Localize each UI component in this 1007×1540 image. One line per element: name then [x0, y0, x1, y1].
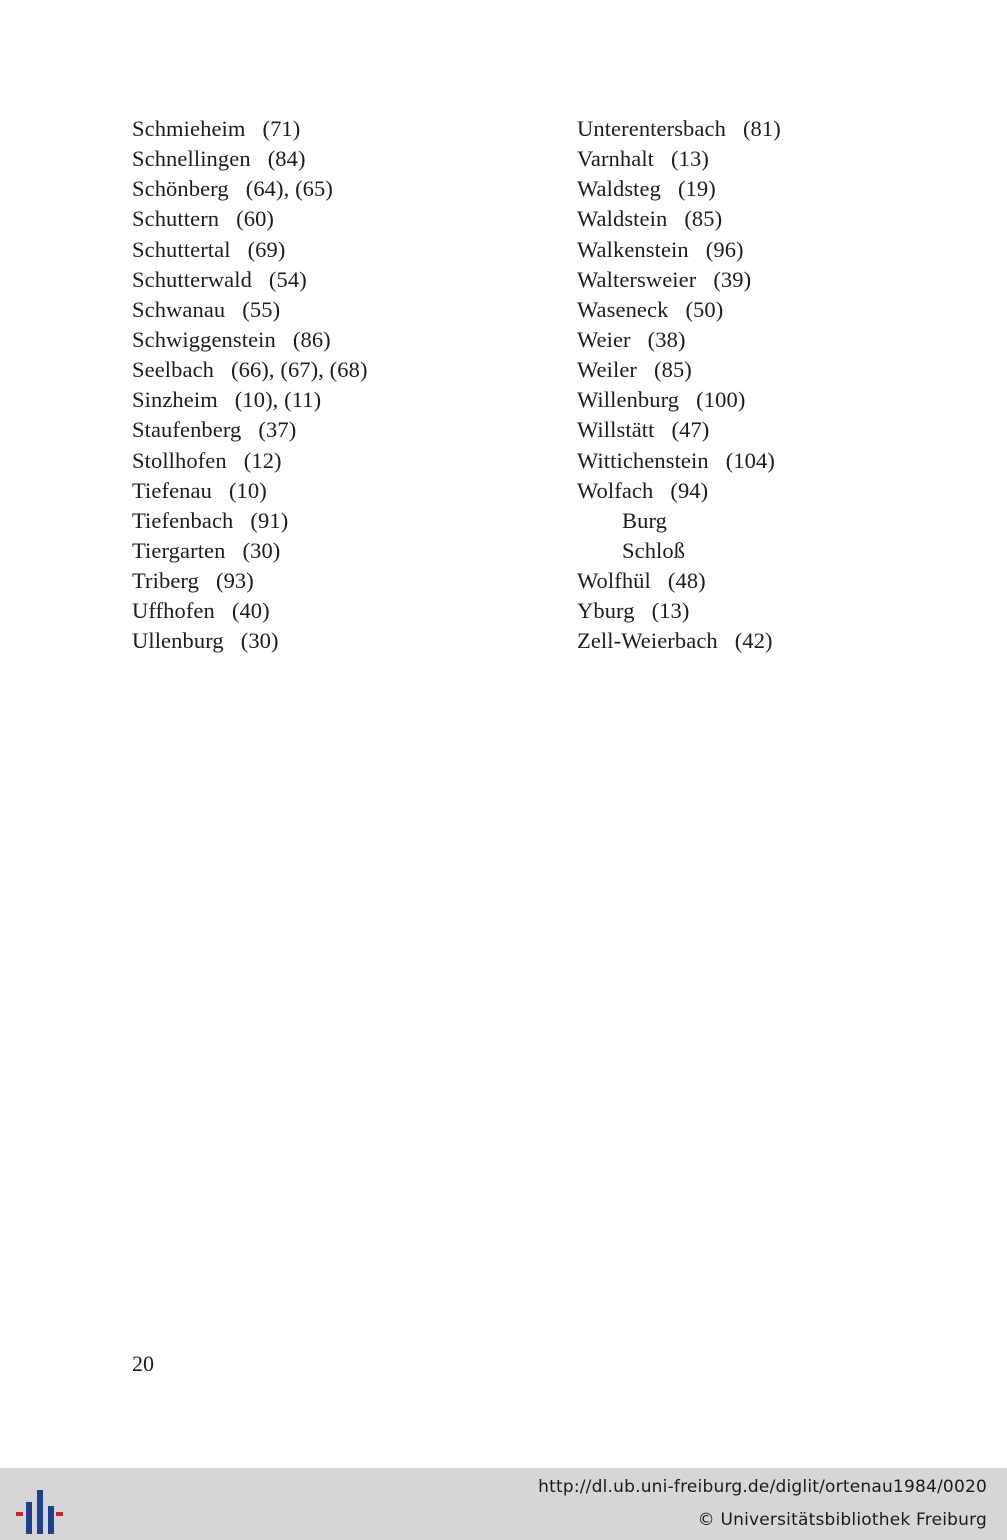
index-entry: [132, 235, 532, 265]
index-entry: [577, 415, 977, 445]
index-entry: [132, 204, 532, 234]
entry-ref: (12): [243, 447, 282, 473]
index-entry: [577, 265, 977, 295]
entry-ref: (96): [705, 236, 744, 262]
index-entry: [577, 626, 977, 656]
index-entry: [132, 476, 532, 506]
entry-ref: (40): [231, 598, 270, 624]
entry-name: Schwanau: [132, 296, 226, 322]
index-entry: [577, 295, 977, 325]
entry-ref: (42): [734, 628, 773, 654]
entry-name: Schuttertal: [132, 236, 231, 262]
entry-ref: (86): [292, 326, 331, 352]
index-subentry: [577, 536, 977, 566]
entry-name: Waltersweier: [577, 266, 697, 292]
index-entry: [132, 626, 532, 656]
entry-ref: (47): [671, 417, 710, 443]
permalink-url[interactable]: http://dl.ub.uni-freiburg.de/diglit/ortenau1984/0020: [538, 1477, 987, 1497]
index-entry: [577, 476, 977, 506]
entry-name: Weiler: [577, 357, 638, 383]
entry-ref: (10), (11): [234, 387, 322, 413]
entry-name: Zell-Weierbach: [577, 628, 718, 654]
entry-name: Schutterwald: [132, 266, 252, 292]
index-entry: [577, 204, 977, 234]
entry-ref: (104): [725, 447, 775, 473]
index-entry: [577, 114, 977, 144]
entry-name: Tiefenau: [132, 477, 212, 503]
entry-name: Waldstein: [577, 206, 668, 232]
entry-name: Schloß: [622, 537, 686, 563]
entry-ref: (10): [228, 477, 267, 503]
index-entry: [132, 506, 532, 536]
entry-name: Wolfhül: [577, 568, 651, 594]
index-entry: [577, 566, 977, 596]
index-entry: [577, 596, 977, 626]
entry-ref: (91): [250, 507, 289, 533]
viewer-footer: [0, 1468, 1007, 1540]
entry-name: Varnhalt: [577, 146, 655, 172]
entry-name: Waseneck: [577, 296, 669, 322]
entry-ref: (13): [651, 598, 690, 624]
index-entry: [577, 446, 977, 476]
entry-ref: (85): [654, 357, 692, 383]
index-entry: [132, 446, 532, 476]
entry-ref: (30): [240, 628, 279, 654]
entry-name: Wolfach: [577, 477, 654, 503]
entry-ref: (81): [742, 116, 781, 141]
index-entry: [577, 174, 977, 204]
index-entry: [577, 144, 977, 174]
entry-ref: (84): [267, 146, 306, 172]
entry-name: Schmieheim: [132, 116, 246, 141]
entry-name: Schuttern: [132, 206, 220, 232]
index-entry: [132, 596, 532, 626]
page-number: 20: [132, 1351, 154, 1376]
entry-name: Ullenburg: [132, 628, 224, 654]
entry-name: Burg: [622, 507, 667, 533]
index-entry: [577, 325, 977, 355]
entry-name: Wittichenstein: [577, 447, 709, 473]
index-entry: [132, 325, 532, 355]
entry-name: Willstätt: [577, 417, 655, 443]
entry-name: Waldsteg: [577, 176, 661, 202]
entry-ref: (85): [684, 206, 723, 232]
entry-ref: (69): [247, 236, 286, 262]
entry-name: Stollhofen: [132, 447, 227, 473]
index-entry: [132, 385, 532, 415]
entry-ref: (37): [258, 417, 297, 443]
entry-ref: (71): [262, 116, 301, 141]
entry-name: Sinzheim: [132, 387, 218, 413]
index-entry: [132, 355, 532, 385]
entry-ref: (38): [647, 326, 686, 352]
entry-ref: (66), (67), (68): [231, 357, 368, 383]
entry-ref: (50): [685, 296, 724, 322]
entry-name: Walkenstein: [577, 236, 689, 262]
entry-ref: (64), (65): [245, 176, 333, 202]
index-entry: [132, 415, 532, 445]
entry-ref: (94): [670, 477, 709, 503]
entry-name: Tiergarten: [132, 537, 226, 563]
entry-ref: (30): [242, 537, 281, 563]
entry-name: Willenburg: [577, 387, 680, 413]
entry-name: Weier: [577, 326, 631, 352]
index-entry: [577, 355, 977, 385]
entry-name: Seelbach: [132, 357, 215, 383]
entry-name: Unterentersbach: [577, 116, 726, 141]
entry-ref: (48): [667, 568, 706, 594]
index-column-right: [577, 114, 977, 657]
entry-ref: (39): [713, 266, 752, 292]
index-entry: [132, 295, 532, 325]
index-entry: [132, 536, 532, 566]
copyright-notice: © Universitätsbibliothek Freiburg: [697, 1510, 987, 1530]
index-column-left: [132, 114, 532, 657]
index-entry: [577, 235, 977, 265]
entry-ref: (13): [671, 146, 709, 172]
entry-name: Yburg: [577, 598, 635, 624]
index-entry: [577, 385, 977, 415]
index-entry: [132, 144, 532, 174]
entry-name: Schönberg: [132, 176, 229, 202]
index-entry: [132, 566, 532, 596]
index-entry: [132, 174, 532, 204]
index-entry: [132, 265, 532, 295]
entry-name: Tiefenbach: [132, 507, 234, 533]
entry-ref: (100): [696, 387, 746, 413]
index-entry: [132, 114, 532, 144]
library-logo-icon: [12, 1476, 64, 1534]
entry-ref: (19): [677, 176, 716, 202]
entry-name: Schwiggenstein: [132, 326, 276, 352]
entry-name: Uffhofen: [132, 598, 215, 624]
entry-name: Schnellingen: [132, 146, 251, 172]
entry-ref: (54): [268, 266, 307, 292]
index-subentry: [577, 506, 977, 536]
entry-name: Staufenberg: [132, 417, 242, 443]
entry-ref: (55): [242, 296, 281, 322]
entry-ref: (60): [236, 206, 275, 232]
entry-name: Triberg: [132, 568, 199, 594]
entry-ref: (93): [215, 568, 254, 594]
